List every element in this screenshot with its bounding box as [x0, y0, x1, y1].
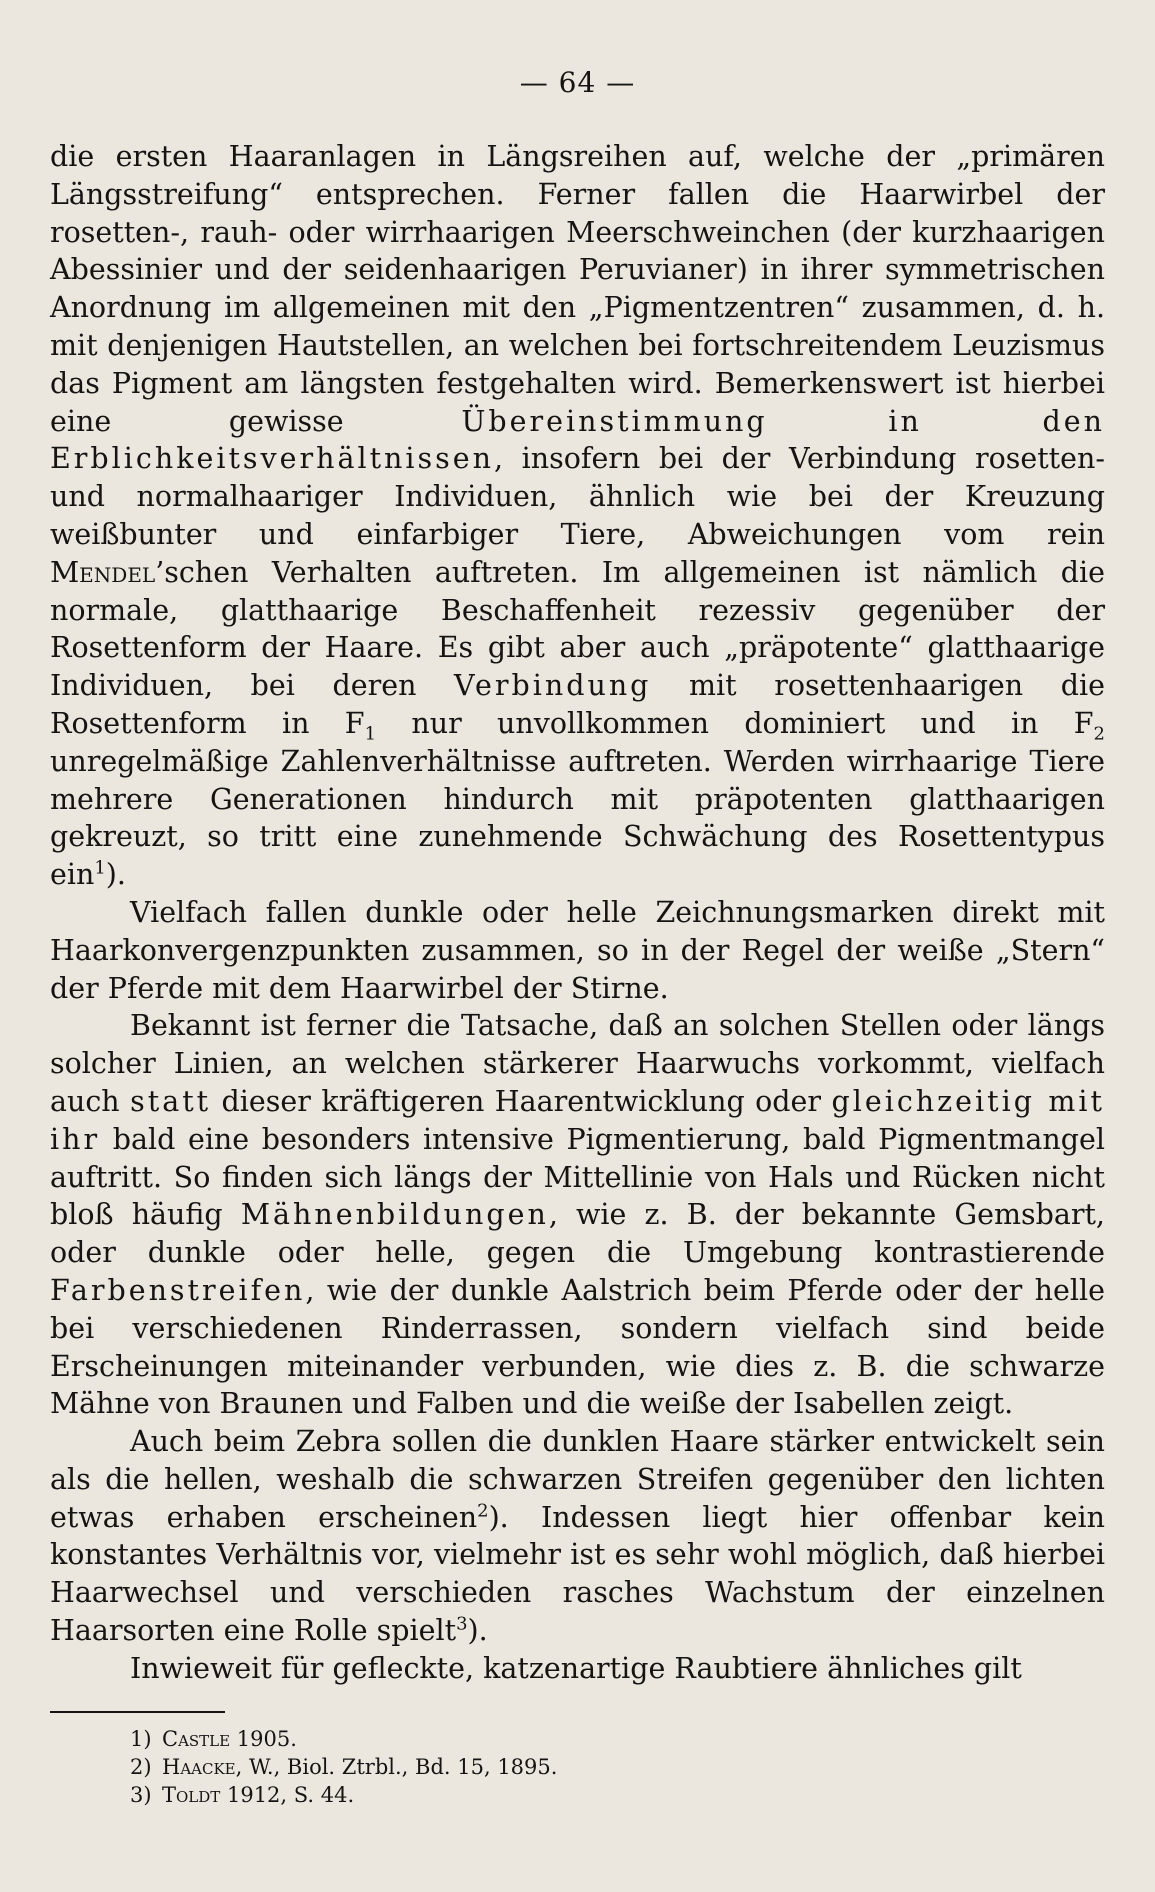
- text-spaced: Verbindung: [454, 669, 652, 703]
- text-run: 1905.: [230, 1727, 297, 1751]
- paragraph: [50, 1007, 1105, 1423]
- paragraph: [50, 1423, 1105, 1650]
- text-run: ).: [105, 858, 126, 892]
- text-spaced: statt: [130, 1084, 212, 1118]
- footnote-text: [130, 1781, 354, 1809]
- text-run: , wie der dunkle Aalstrich beim Pferde oder der helle bei verschiedenen Rinderrassen, sondern vielfach sind beide Erscheinungen miteinander verbunden, wie dies z. B. die schwarze Mähne von Braunen und Falben und die weiße der Isabellen zeigt.: [50, 1273, 1105, 1421]
- text-run: mit rosettenhaarigen die Rosettenform in F: [50, 669, 1105, 740]
- footnote: [50, 1781, 1105, 1809]
- text-run: Vielfach fallen dunkle oder helle Zeichnungsmarken direkt mit Haarkonvergenzpunkten zusammen, so in der Regel der weiße „Stern“ der Pferde mit dem Haarwirbel der Stirne.: [50, 895, 1105, 1005]
- text-spaced: Farbenstreifen: [50, 1273, 306, 1307]
- text-sup: 1: [94, 857, 106, 879]
- text-spaced: gleichzeitig mit ihr: [50, 1084, 1105, 1156]
- text-sub: 2: [1093, 723, 1105, 745]
- footnote-mark: 3): [130, 1783, 152, 1807]
- text-run: ).: [467, 1614, 488, 1648]
- text-spaced: Übereinstimmung in den Erblichkeitsverhältnissen: [50, 404, 1105, 476]
- text-run: Inwieweit für gefleckte, katzenartige Raubtiere ähnliches gilt: [130, 1651, 1022, 1685]
- text-run: ). Indessen liegt hier offenbar kein konstantes Verhältnis vor, vielmehr ist es sehr wohl möglich, daß hierbei Haarwechsel und verschieden rasches Wachstum der einzelnen Haarsorten eine Rolle spielt: [50, 1500, 1105, 1648]
- footnote-mark: 2): [130, 1755, 152, 1779]
- text-sup: 3: [456, 1613, 468, 1635]
- paragraph: [50, 1650, 1105, 1688]
- footnotes: [50, 1725, 1105, 1809]
- page-number: — 64 —: [519, 66, 636, 99]
- text-sub: 1: [364, 723, 377, 745]
- text-run: ’schen Verhalten auftreten. Im allgemeinen ist nämlich die normale, glatthaarige Beschaffenheit rezessiv gegenüber der Rosettenform der Haare. Es gibt aber auch „präpotente“ glatthaarige Individuen, bei deren: [50, 555, 1105, 703]
- text-run: unregelmäßige Zahlenverhältnisse auftreten. Werden wirrhaarige Tiere mehrere Generationen hindurch mit präpotenten glatthaarigen gekreuzt, so tritt eine zunehmende Schwächung des Rosettentypus ein: [50, 744, 1105, 892]
- body-text: [50, 138, 1105, 1688]
- footnote-text: [130, 1753, 557, 1781]
- text-spaced: Mähnenbildungen: [240, 1198, 549, 1232]
- text-smallcaps: Haacke: [162, 1755, 236, 1779]
- text-run: Bekannt ist ferner die Tatsache, daß an solchen Stellen oder längs solcher Linien, an welchen stärkerer Haarwuchs vorkommt, vielfach auch: [50, 1009, 1105, 1118]
- text-sup: 2: [477, 1500, 489, 1522]
- text-run: , wie z. B. der bekannte Gemsbart, oder dunkle oder helle, gegen die Umgebung kontrastierende: [50, 1198, 1105, 1270]
- text-smallcaps: Toldt: [162, 1783, 221, 1807]
- footnote-text: [130, 1725, 297, 1753]
- footnote: [50, 1753, 1105, 1781]
- text-smallcaps: Mendel: [50, 555, 156, 589]
- text-run: bald eine besonders intensive Pigmentierung, bald Pigmentmangel auftritt. So finden sich längs der Mittellinie von Hals und Rücken nicht bloß häufig: [50, 1122, 1105, 1232]
- footnote-mark: 1): [130, 1727, 152, 1751]
- text-run: , W., Biol. Ztrbl., Bd. 15, 1895.: [235, 1755, 558, 1779]
- text-run: die ersten Haaranlagen in Längsreihen auf, welche der „primären Längsstreifung“ entsprechen. Ferner fallen die Haarwirbel der rosetten-, rauh- oder wirrhaarigen Meerschweinchen (der kurzhaarigen Abessinier und der seidenhaarigen Peruvianer) in ihrer symmetrischen Anordnung im allgemeinen mit den „Pigmentzentren“ zusammen, d. h. mit denjenigen Hautstellen, an welchen bei fortschreitendem Leuzismus das Pigment am längsten festgehalten wird. Bemerkenswert ist hierbei eine gewisse: [50, 140, 1105, 438]
- text-run: Auch beim Zebra sollen die dunklen Haare stärker entwickelt sein als die hellen, weshalb die schwarzen Streifen gegenüber den lichten etwas erhaben erscheinen: [50, 1425, 1105, 1534]
- paragraph: [50, 138, 1105, 894]
- text-run: , insofern bei der Verbindung rosetten- und normalhaariger Individuen, ähnlich wie bei der Kreuzung weißbunter und einfarbiger Tiere, Abweichungen vom rein: [50, 442, 1105, 551]
- text-run: nur unvollkommen dominiert und in F: [376, 706, 1094, 740]
- paragraph: [50, 894, 1105, 1007]
- footnote: [50, 1725, 1105, 1753]
- text-run: 1912, S. 44.: [220, 1783, 355, 1807]
- text-run: dieser kräftigeren Haarentwicklung oder: [211, 1084, 832, 1118]
- text-smallcaps: Castle: [162, 1727, 231, 1751]
- footnote-separator: [50, 1711, 225, 1713]
